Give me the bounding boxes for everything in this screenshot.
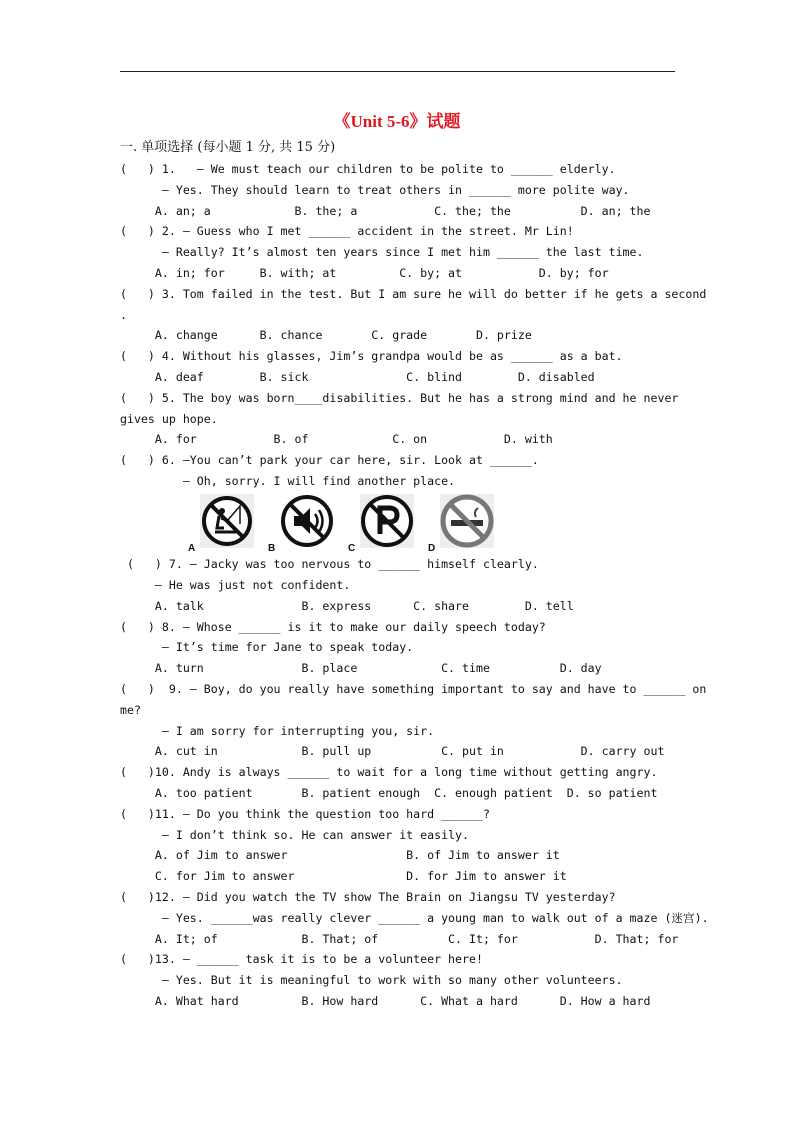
no-fishing-sign-icon (200, 494, 254, 548)
sign-option-d: D (428, 494, 494, 552)
no-smoking-sign-icon (440, 494, 494, 548)
question-line: — I am sorry for interrupting you, sir. (120, 724, 435, 738)
question-line: A. an; a B. the; a C. the; the D. an; the (120, 204, 651, 218)
question-line: A. change B. chance C. grade D. prize (120, 328, 532, 342)
question-line: — Oh, sorry. I will find another place. (120, 474, 456, 488)
question-line: me? (120, 703, 141, 717)
question-line: ( ) 3. Tom failed in the test. But I am sure he will do better if he gets a second (120, 287, 707, 301)
question-line: A. for B. of C. on D. with (120, 432, 553, 446)
no-horn-sign-icon (280, 494, 334, 548)
question-line: — It’s time for Jane to speak today. (120, 640, 414, 654)
question-line: A. It; of B. That; of C. It; for D. That; for (120, 932, 679, 946)
question-line: A. deaf B. sick C. blind D. disabled (120, 370, 595, 384)
sign-option-a: A (188, 494, 254, 552)
question-line: A. cut in B. pull up C. put in D. carry out (120, 744, 665, 758)
question-line: ( )10. Andy is always ______ to wait for a long time without getting angry. (120, 765, 658, 779)
question-line: . (120, 308, 127, 322)
question-line: ( ) 4. Without his glasses, Jim’s grandpa would be as ______ as a bat. (120, 349, 623, 363)
question-line: — He was just not confident. (120, 578, 351, 592)
question-line: A. too patient B. patient enough C. enough patient D. so patient (120, 786, 658, 800)
question-line: ( ) 6. —You can’t park your car here, sir. Look at ______. (120, 453, 539, 467)
question-line: — Really? It’s almost ten years since I met him ______ the last time. (120, 245, 644, 259)
question-line: ( )11. — Do you think the question too hard ______? (120, 807, 490, 821)
question-line: — Yes. But it is meaningful to work with so many other volunteers. (120, 973, 623, 987)
section-heading: 一. 单项选择 (每小题 1 分, 共 15 分) (120, 140, 336, 155)
question-line: ( )13. — ______ task it is to be a volunteer here! (120, 952, 483, 966)
question-line: ( ) 8. — Whose ______ is it to make our daily speech today? (120, 620, 546, 634)
question-line: ( ) 7. — Jacky was too nervous to ______ himself clearly. (120, 557, 539, 571)
question-line: ( )12. — Did you watch the TV show The Brain on Jiangsu TV yesterday? (120, 890, 616, 904)
sign-option-c: C (348, 494, 414, 552)
question-line: — Yes. They should learn to treat others in ______ more polite way. (120, 183, 630, 197)
question-line: ( ) 5. The boy was born____disabilities. But he has a strong mind and he never (120, 391, 679, 405)
question-line: ( ) 1. — We must teach our children to be polite to ______ elderly. (120, 162, 616, 176)
question-line: C. for Jim to answer D. for Jim to answer it (120, 869, 567, 883)
question-line: ( ) 9. — Boy, do you really have something important to say and have to ______ on (120, 682, 707, 696)
sign-option-b: B (268, 494, 334, 552)
question-line: — I don’t think so. He can answer it easily. (120, 828, 470, 842)
no-parking-sign-icon (360, 494, 414, 548)
question-line: A. of Jim to answer B. of Jim to answer it (120, 848, 560, 862)
page-title: 《Unit 5-6》试题 (333, 112, 461, 131)
question-line: ( ) 2. — Guess who I met ______ accident in the street. Mr Lin! (120, 224, 574, 238)
question-line: A. What hard B. How hard C. What a hard D. How a hard (120, 994, 651, 1008)
question-line: gives up hope. (120, 412, 218, 426)
header-rule (120, 71, 675, 72)
question-line: A. in; for B. with; at C. by; at D. by; for (120, 266, 609, 280)
question-line: A. turn B. place C. time D. day (120, 661, 602, 675)
question-line: A. talk B. express C. share D. tell (120, 599, 574, 613)
question-line: — Yes. ______was really clever ______ a young man to walk out of a maze (迷宫). (120, 911, 709, 925)
